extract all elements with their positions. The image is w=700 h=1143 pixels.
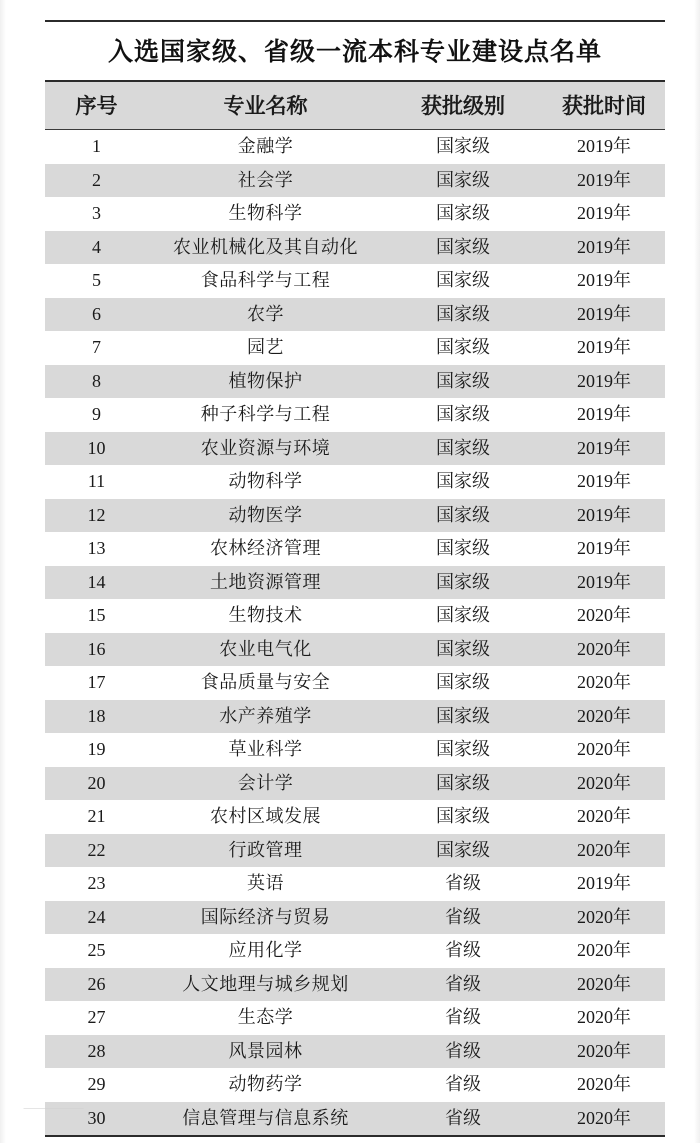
cell-index: 5 <box>45 264 148 298</box>
cell-year: 2020年 <box>543 767 665 801</box>
cell-index: 27 <box>45 1001 148 1035</box>
table-row <box>45 1001 665 1035</box>
cell-index: 14 <box>45 566 148 600</box>
cell-name: 金融学 <box>148 130 383 164</box>
table-row <box>45 499 665 533</box>
cell-name: 动物医学 <box>148 499 383 533</box>
cell-year: 2020年 <box>543 934 665 968</box>
table-row <box>45 867 665 901</box>
cell-index: 30 <box>45 1102 148 1137</box>
cell-index: 20 <box>45 767 148 801</box>
cell-name: 农村区域发展 <box>148 800 383 834</box>
cell-index: 2 <box>45 164 148 198</box>
cell-name: 会计学 <box>148 767 383 801</box>
cell-level: 国家级 <box>383 264 543 298</box>
table-row <box>45 432 665 466</box>
cell-level: 国家级 <box>383 231 543 265</box>
cell-level: 国家级 <box>383 733 543 767</box>
column-header-approval-level: 获批级别 <box>383 82 543 130</box>
cell-year: 2020年 <box>543 901 665 935</box>
table-row <box>45 465 665 499</box>
table-row <box>45 733 665 767</box>
cell-level: 国家级 <box>383 566 543 600</box>
cell-name: 动物科学 <box>148 465 383 499</box>
cell-index: 8 <box>45 365 148 399</box>
table-row <box>45 264 665 298</box>
cell-level: 省级 <box>383 901 543 935</box>
cell-index: 29 <box>45 1068 148 1102</box>
cell-level: 省级 <box>383 1102 543 1137</box>
cell-year: 2020年 <box>543 800 665 834</box>
cell-year: 2019年 <box>543 130 665 164</box>
table-header <box>45 82 665 130</box>
cell-name: 食品质量与安全 <box>148 666 383 700</box>
cell-year: 2020年 <box>543 733 665 767</box>
page-corner-artifact <box>12 1108 83 1143</box>
column-header-approval-year: 获批时间 <box>543 82 665 130</box>
cell-year: 2019年 <box>543 532 665 566</box>
table-row <box>45 901 665 935</box>
table-row <box>45 1068 665 1102</box>
cell-index: 15 <box>45 599 148 633</box>
table-container <box>45 20 665 1137</box>
cell-name: 应用化学 <box>148 934 383 968</box>
cell-index: 22 <box>45 834 148 868</box>
cell-year: 2020年 <box>543 834 665 868</box>
cell-index: 10 <box>45 432 148 466</box>
cell-name: 土地资源管理 <box>148 566 383 600</box>
table-body <box>45 130 665 1137</box>
cell-level: 国家级 <box>383 532 543 566</box>
cell-index: 19 <box>45 733 148 767</box>
table-row <box>45 130 665 164</box>
cell-year: 2019年 <box>543 432 665 466</box>
cell-name: 植物保护 <box>148 365 383 399</box>
cell-index: 16 <box>45 633 148 667</box>
table-row <box>45 800 665 834</box>
cell-year: 2019年 <box>543 197 665 231</box>
cell-index: 7 <box>45 331 148 365</box>
cell-year: 2019年 <box>543 465 665 499</box>
cell-year: 2019年 <box>543 365 665 399</box>
page-edge-right <box>694 0 700 1143</box>
cell-index: 23 <box>45 867 148 901</box>
cell-index: 28 <box>45 1035 148 1069</box>
cell-year: 2020年 <box>543 968 665 1002</box>
table-row <box>45 566 665 600</box>
cell-name: 种子科学与工程 <box>148 398 383 432</box>
cell-name: 英语 <box>148 867 383 901</box>
table-row <box>45 1035 665 1069</box>
cell-year: 2019年 <box>543 398 665 432</box>
cell-index: 21 <box>45 800 148 834</box>
table-row <box>45 767 665 801</box>
table-row <box>45 599 665 633</box>
cell-name: 农学 <box>148 298 383 332</box>
table-row <box>45 231 665 265</box>
cell-year: 2019年 <box>543 264 665 298</box>
cell-index: 6 <box>45 298 148 332</box>
cell-level: 国家级 <box>383 767 543 801</box>
cell-level: 国家级 <box>383 666 543 700</box>
cell-year: 2020年 <box>543 700 665 734</box>
cell-year: 2019年 <box>543 164 665 198</box>
table-row <box>45 934 665 968</box>
cell-year: 2020年 <box>543 599 665 633</box>
cell-name: 生物技术 <box>148 599 383 633</box>
cell-index: 11 <box>45 465 148 499</box>
cell-level: 国家级 <box>383 834 543 868</box>
cell-year: 2019年 <box>543 231 665 265</box>
cell-level: 国家级 <box>383 398 543 432</box>
cell-level: 国家级 <box>383 633 543 667</box>
cell-name: 国际经济与贸易 <box>148 901 383 935</box>
cell-index: 3 <box>45 197 148 231</box>
cell-year: 2020年 <box>543 1068 665 1102</box>
cell-year: 2020年 <box>543 1035 665 1069</box>
cell-level: 省级 <box>383 1035 543 1069</box>
table-row <box>45 164 665 198</box>
table-row <box>45 633 665 667</box>
cell-index: 24 <box>45 901 148 935</box>
table-row <box>45 968 665 1002</box>
cell-index: 17 <box>45 666 148 700</box>
table-row <box>45 834 665 868</box>
table-row <box>45 666 665 700</box>
table-row <box>45 532 665 566</box>
cell-index: 9 <box>45 398 148 432</box>
cell-name: 水产养殖学 <box>148 700 383 734</box>
cell-name: 园艺 <box>148 331 383 365</box>
cell-index: 12 <box>45 499 148 533</box>
page-edge-left <box>0 0 6 1143</box>
table-header-row <box>45 82 665 130</box>
major-list-table <box>45 20 665 1137</box>
cell-year: 2019年 <box>543 566 665 600</box>
cell-level: 国家级 <box>383 331 543 365</box>
table-row <box>45 398 665 432</box>
cell-year: 2020年 <box>543 666 665 700</box>
cell-index: 18 <box>45 700 148 734</box>
cell-name: 农业机械化及其自动化 <box>148 231 383 265</box>
table-row <box>45 1102 665 1137</box>
cell-level: 国家级 <box>383 197 543 231</box>
cell-level: 国家级 <box>383 298 543 332</box>
cell-year: 2019年 <box>543 298 665 332</box>
cell-level: 省级 <box>383 934 543 968</box>
cell-level: 国家级 <box>383 465 543 499</box>
cell-level: 国家级 <box>383 164 543 198</box>
cell-name: 农业资源与环境 <box>148 432 383 466</box>
cell-name: 信息管理与信息系统 <box>148 1102 383 1137</box>
cell-name: 社会学 <box>148 164 383 198</box>
table-row <box>45 331 665 365</box>
cell-name: 食品科学与工程 <box>148 264 383 298</box>
cell-name: 动物药学 <box>148 1068 383 1102</box>
cell-name: 生物科学 <box>148 197 383 231</box>
cell-year: 2020年 <box>543 1001 665 1035</box>
cell-name: 风景园林 <box>148 1035 383 1069</box>
cell-year: 2019年 <box>543 867 665 901</box>
cell-year: 2019年 <box>543 331 665 365</box>
cell-year: 2020年 <box>543 633 665 667</box>
table-row <box>45 197 665 231</box>
cell-index: 1 <box>45 130 148 164</box>
cell-level: 国家级 <box>383 130 543 164</box>
cell-level: 省级 <box>383 867 543 901</box>
page-title: 入选国家级、省级一流本科专业建设点名单 <box>45 20 665 82</box>
cell-year: 2020年 <box>543 1102 665 1137</box>
column-header-index: 序号 <box>45 82 148 130</box>
cell-name: 人文地理与城乡规划 <box>148 968 383 1002</box>
cell-level: 国家级 <box>383 499 543 533</box>
cell-level: 省级 <box>383 968 543 1002</box>
cell-level: 国家级 <box>383 432 543 466</box>
cell-index: 25 <box>45 934 148 968</box>
cell-name: 行政管理 <box>148 834 383 868</box>
cell-level: 国家级 <box>383 700 543 734</box>
cell-name: 农业电气化 <box>148 633 383 667</box>
cell-name: 农林经济管理 <box>148 532 383 566</box>
column-header-major-name: 专业名称 <box>148 82 383 130</box>
cell-level: 国家级 <box>383 365 543 399</box>
cell-index: 13 <box>45 532 148 566</box>
table-row <box>45 298 665 332</box>
cell-level: 国家级 <box>383 800 543 834</box>
cell-level: 省级 <box>383 1001 543 1035</box>
cell-year: 2019年 <box>543 499 665 533</box>
cell-name: 草业科学 <box>148 733 383 767</box>
cell-index: 26 <box>45 968 148 1002</box>
cell-name: 生态学 <box>148 1001 383 1035</box>
table-row <box>45 700 665 734</box>
cell-level: 国家级 <box>383 599 543 633</box>
cell-index: 4 <box>45 231 148 265</box>
table-row <box>45 365 665 399</box>
cell-level: 省级 <box>383 1068 543 1102</box>
